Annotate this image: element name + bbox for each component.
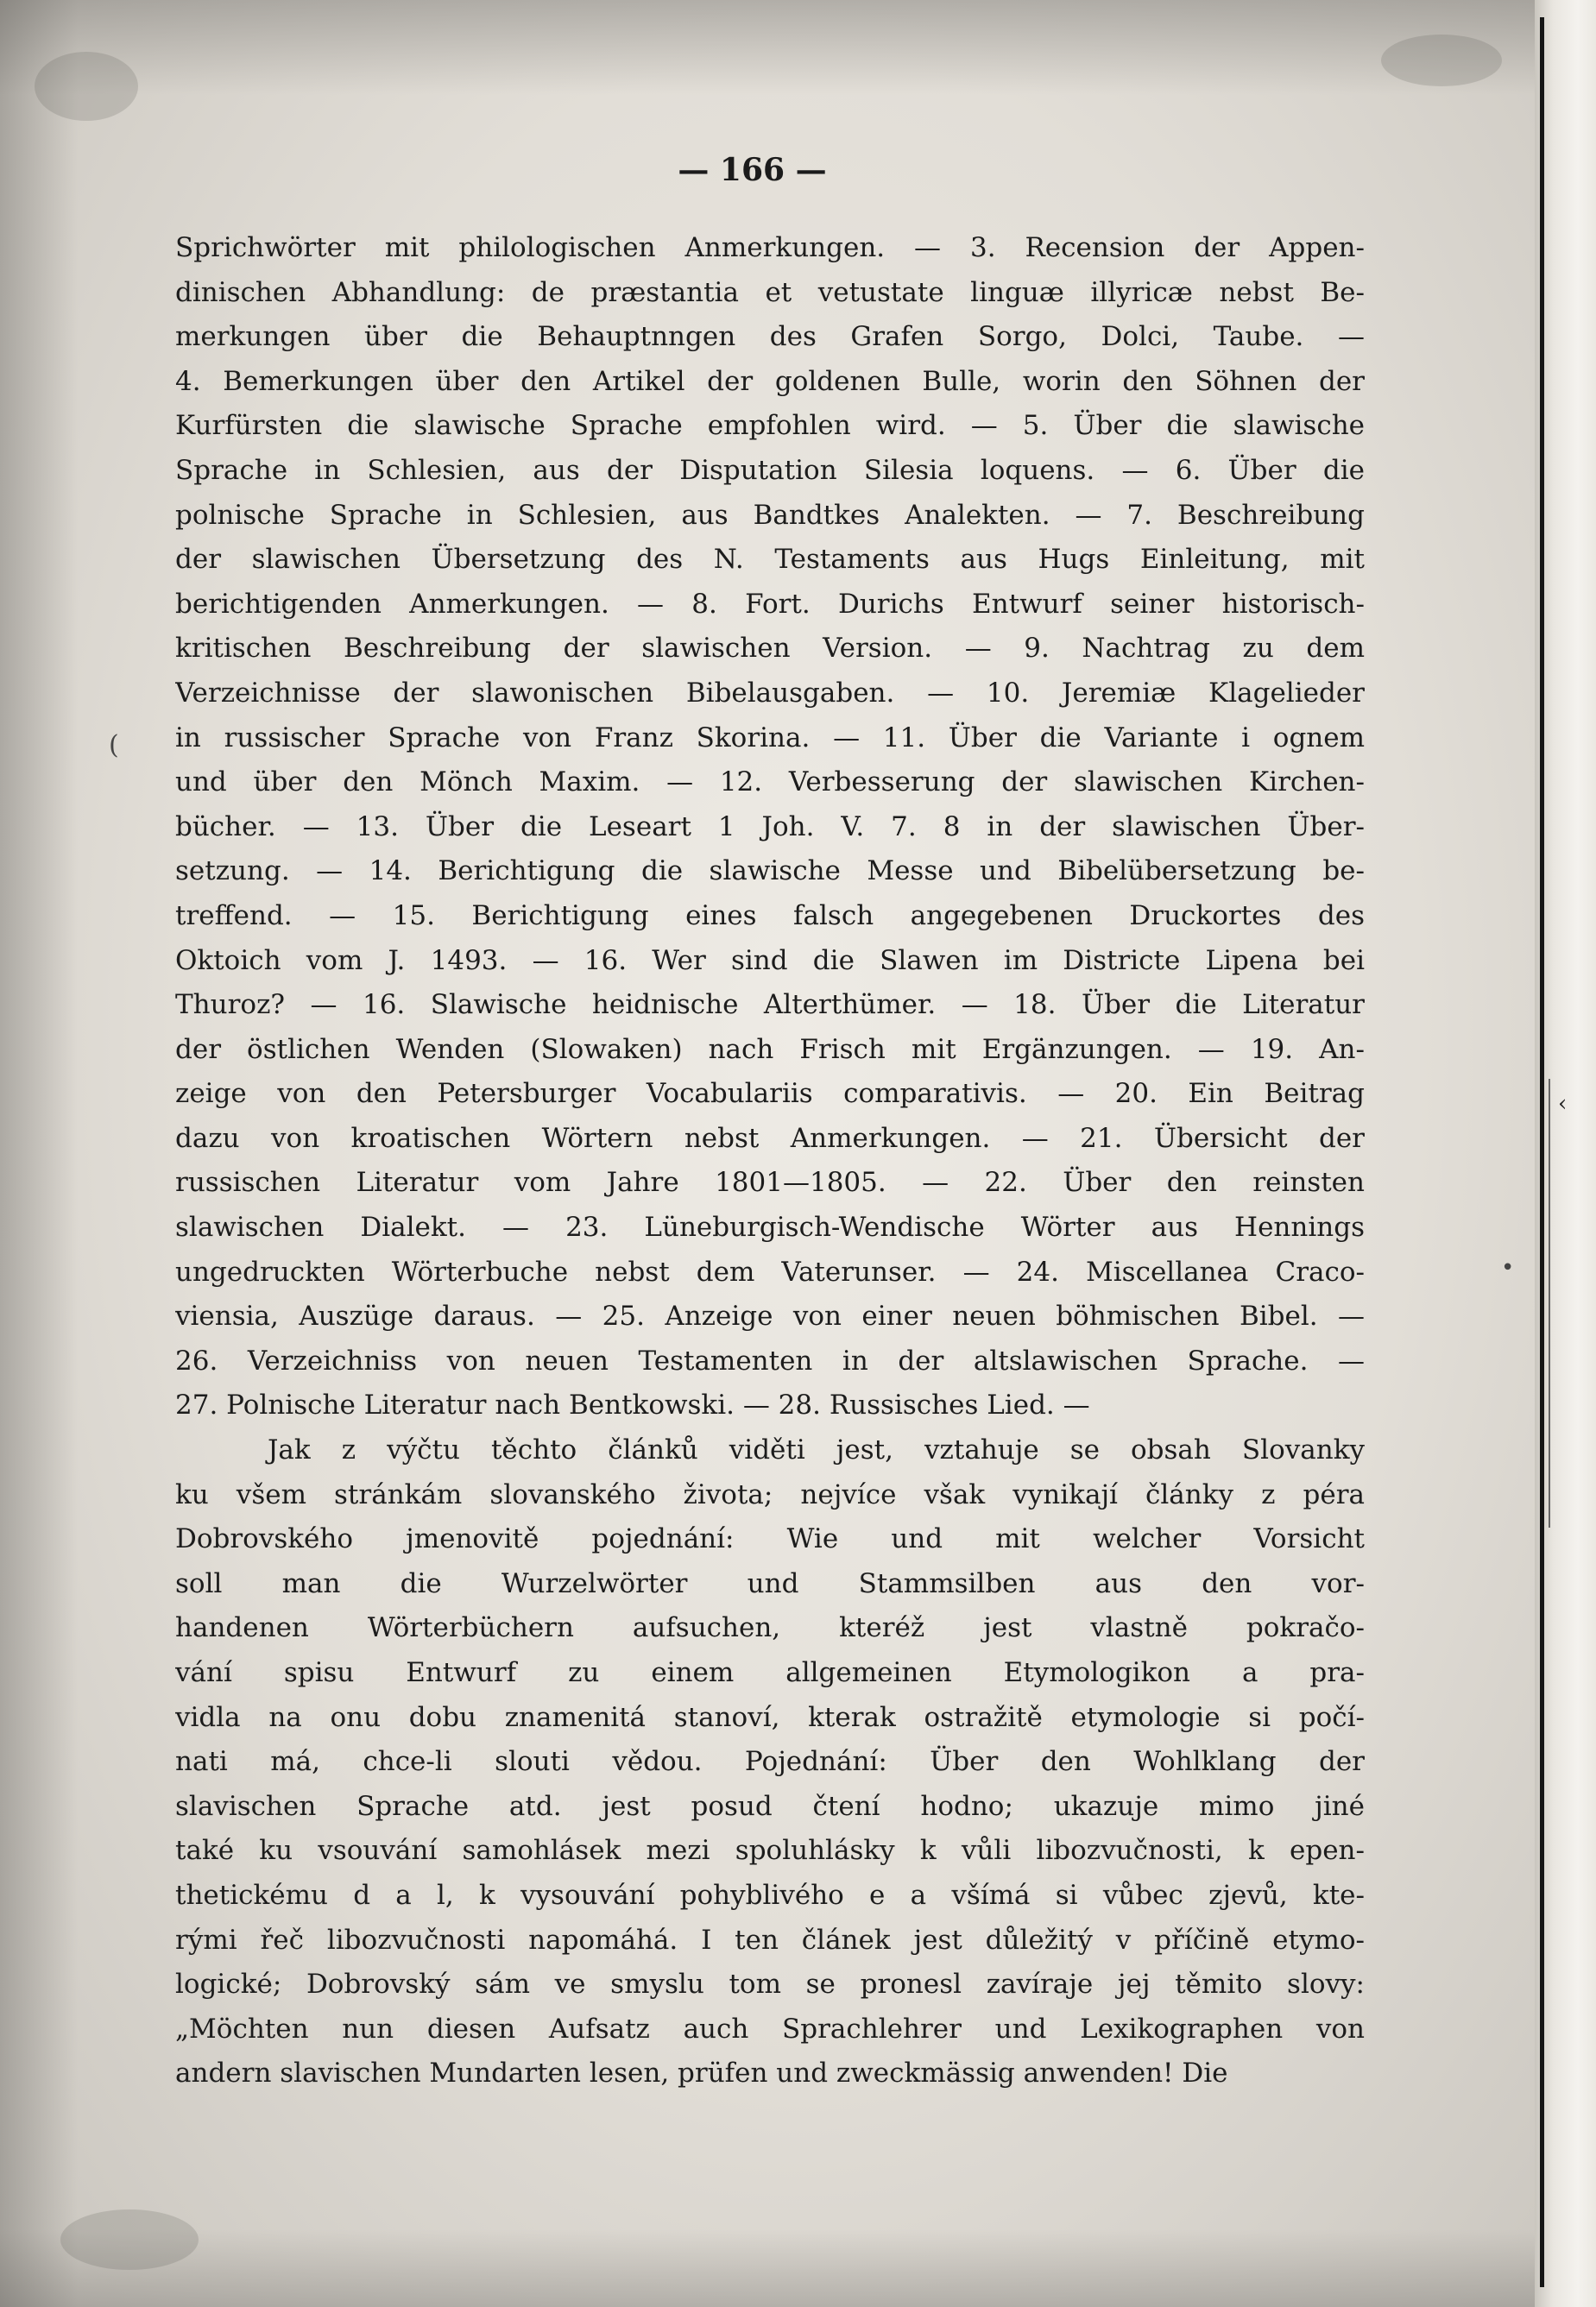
text-line: polnische Sprache in Schlesien, aus Bandtkes Analekten. — 7. Beschreibung xyxy=(175,499,1365,531)
text-line: Jak z výčtu těchto článků viděti jest, vztahuje se obsah Slovanky xyxy=(268,1434,1365,1466)
body-text xyxy=(175,226,1365,2096)
text-line: andern slavischen Mundarten lesen, prüfen und zweckmässig anwenden! Die xyxy=(175,2058,1228,2090)
text-line: russischen Literatur vom Jahre 1801—1805. — 22. Über den reinsten xyxy=(175,1167,1365,1199)
scan-smudge xyxy=(60,2209,199,2270)
text-line: thetickému d a l, k vysouvání pohyblivého e a všímá si vůbec zjevů, kte- xyxy=(175,1879,1365,1911)
scan-smudge xyxy=(35,52,138,121)
text-line: slawischen Dialekt. — 23. Lüneburgisch-Wendische Wörter aus Hennings xyxy=(175,1212,1365,1244)
page-number: — 166 — xyxy=(678,152,827,188)
text-line: Sprichwörter mit philologischen Anmerkungen. — 3. Recension der Appen- xyxy=(175,232,1365,263)
text-line: rými řeč libozvučnosti napomáhá. I ten článek jest důležitý v příčině etymo- xyxy=(175,1924,1365,1956)
margin-dot-mark: • xyxy=(1501,1255,1515,1281)
text-line: 4. Bemerkungen über den Artikel der goldenen Bulle, worin den Söhnen der xyxy=(175,365,1365,397)
text-line: der slawischen Übersetzung des N. Testaments aus Hugs Einleitung, mit xyxy=(175,544,1365,576)
text-line: der östlichen Wenden (Slowaken) nach Frisch mit Ergänzungen. — 19. An- xyxy=(175,1033,1365,1065)
text-line: Oktoich vom J. 1493. — 16. Wer sind die Slawen im Districte Lipena bei xyxy=(175,944,1365,976)
text-line: treffend. — 15. Berichtigung eines falsch angegebenen Druckortes des xyxy=(175,899,1365,931)
text-line: vání spisu Entwurf zu einem allgemeinen Etymologikon a pra- xyxy=(175,1657,1365,1688)
text-line: slavischen Sprache atd. jest posud čtení hodno; ukazuje mimo jiné xyxy=(175,1790,1365,1822)
text-line: ungedruckten Wörterbuche nebst dem Vaterunser. — 24. Miscellanea Craco- xyxy=(175,1256,1365,1288)
text-line: soll man die Wurzelwörter und Stammsilben aus den vor- xyxy=(175,1567,1365,1599)
margin-paren-mark: ( xyxy=(109,730,119,760)
text-line: bücher. — 13. Über die Leseart 1 Joh. V. 7. 8 in der slawischen Über- xyxy=(175,810,1365,842)
text-line: vidla na onu dobu znamenitá stanoví, kterak ostražitě etymologie si počí- xyxy=(175,1701,1365,1733)
text-line: dazu von kroatischen Wörtern nebst Anmerkungen. — 21. Übersicht der xyxy=(175,1122,1365,1154)
scan-shadow-bottom xyxy=(0,2229,1596,2307)
scan-shadow-left xyxy=(0,0,78,2307)
text-line: „Möchten nun diesen Aufsatz auch Sprachlehrer und Lexikographen von xyxy=(175,2013,1365,2045)
text-line: Thuroz? — 16. Slawische heidnische Alterthümer. — 18. Über die Literatur xyxy=(175,989,1365,1021)
text-line: Sprache in Schlesien, aus der Disputation Silesia loquens. — 6. Über die xyxy=(175,454,1365,486)
text-line: zeige von den Petersburger Vocabulariis comparativis. — 20. Ein Beitrag xyxy=(175,1078,1365,1110)
text-line: 26. Verzeichniss von neuen Testamenten in der altslawischen Sprache. — xyxy=(175,1345,1365,1377)
text-line: handenen Wörterbüchern aufsuchen, kteréž jest vlastně pokračo- xyxy=(175,1612,1365,1644)
text-line: nati má, chce-li slouti vědou. Pojednání: Über den Wohlklang der xyxy=(175,1746,1365,1778)
text-line: Kurfürsten die slawische Sprache empfohlen wird. — 5. Über die slawische xyxy=(175,410,1365,442)
text-line: Dobrovského jmenovitě pojednání: Wie und mit welcher Vorsicht xyxy=(175,1523,1365,1555)
text-line: in russischer Sprache von Franz Skorina. — 11. Über die Variante i ognem xyxy=(175,722,1365,753)
text-line: merkungen über die Behauptnngen des Grafen Sorgo, Dolci, Taube. — xyxy=(175,321,1365,353)
scan-smudge xyxy=(1381,35,1502,86)
text-line: 27. Polnische Literatur nach Bentkowski. — 28. Russisches Lied. — xyxy=(175,1390,1090,1421)
text-line: dinischen Abhandlung: de præstantia et vetustate linguæ illyricæ nebst Be- xyxy=(175,276,1365,308)
binding-rule xyxy=(1540,17,1544,2287)
scan-shadow-top xyxy=(0,0,1596,95)
text-line: viensia, Auszüge daraus. — 25. Anzeige von einer neuen böhmischen Bibel. — xyxy=(175,1301,1365,1333)
text-line: také ku vsouvání samohlásek mezi spoluhlásky k vůli libozvučnosti, k epen- xyxy=(175,1835,1365,1867)
text-line: und über den Mönch Maxim. — 12. Verbesserung der slawischen Kirchen- xyxy=(175,766,1365,798)
text-line: logické; Dobrovský sám ve smyslu tom se pronesl zavíraje jej těmito slovy: xyxy=(175,1969,1365,2001)
text-line: berichtigenden Anmerkungen. — 8. Fort. Durichs Entwurf seiner historisch- xyxy=(175,588,1365,620)
margin-tick-mark: ‹ xyxy=(1558,1091,1568,1117)
text-line: kritischen Beschreibung der slawischen Version. — 9. Nachtrag zu dem xyxy=(175,633,1365,665)
binding-rule-secondary xyxy=(1549,1079,1550,1528)
text-line: setzung. — 14. Berichtigung die slawische Messe und Bibelübersetzung be- xyxy=(175,855,1365,887)
text-line: ku všem stránkám slovanského života; nejvíce však vynikají články z péra xyxy=(175,1478,1365,1510)
text-line: Verzeichnisse der slawonischen Bibelausgaben. — 10. Jeremiæ Klagelieder xyxy=(175,677,1365,709)
